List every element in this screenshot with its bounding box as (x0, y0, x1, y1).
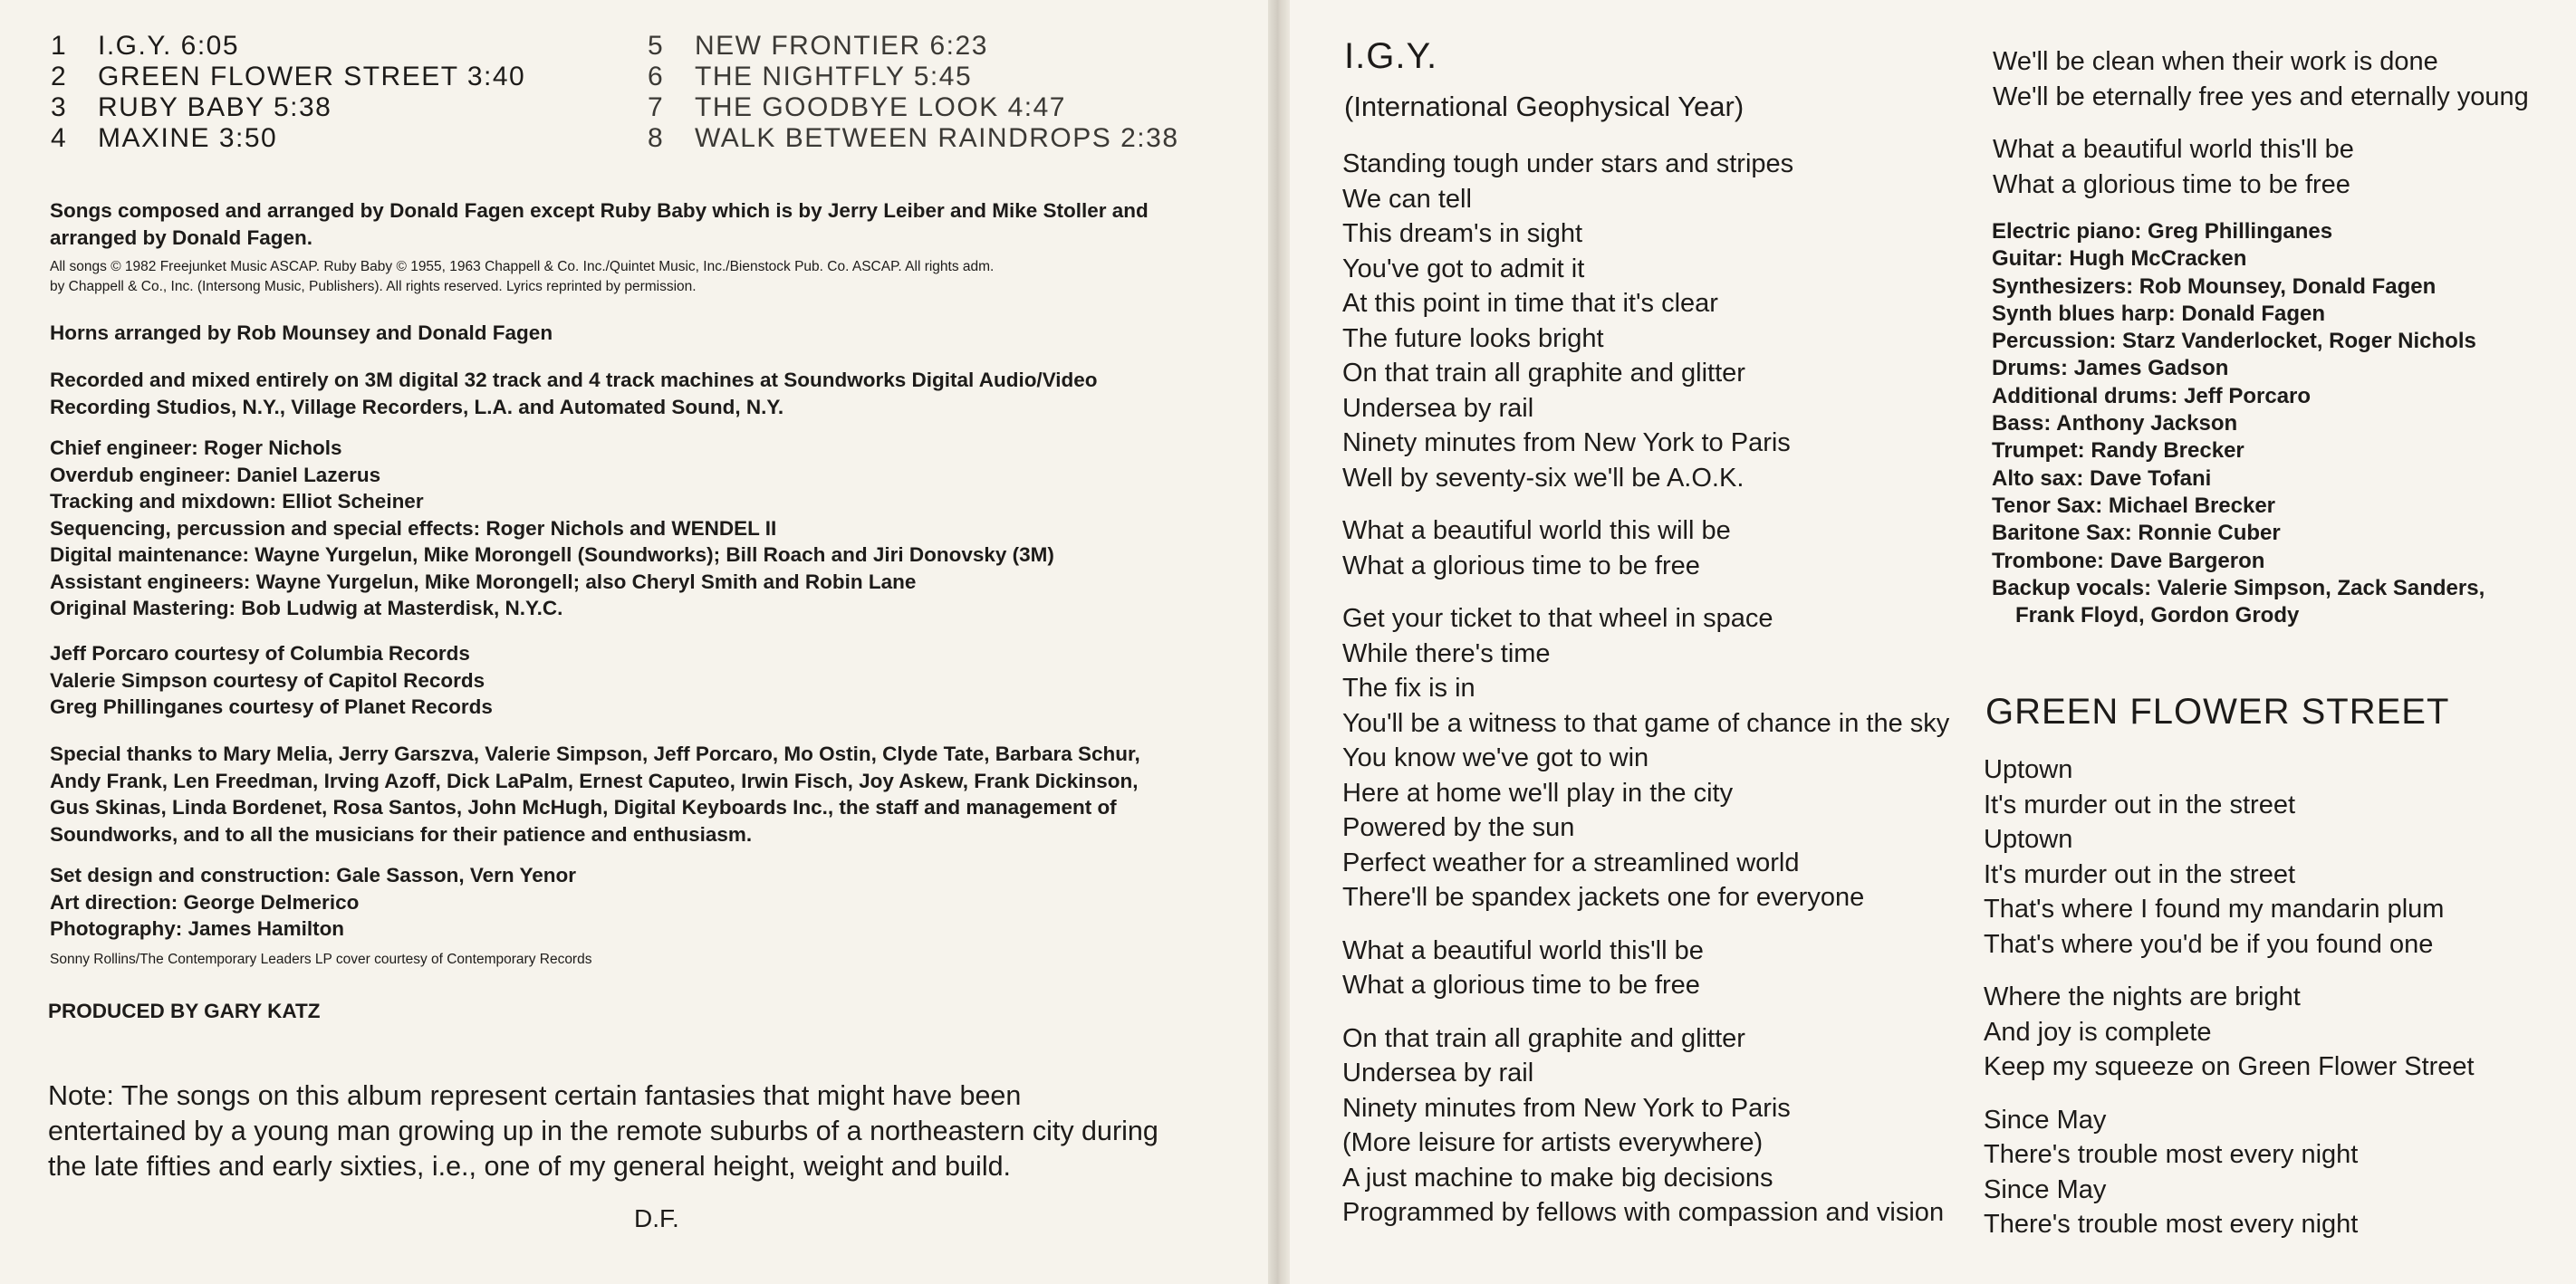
lyric-line: Powered by the sun (1342, 813, 1575, 842)
copyright-line: All songs © 1982 Freejunket Music ASCAP. Ruby Baby © 1955, 1963 Chappell & Co. Inc./Quintet Music, Inc./Bienstock Pub. Co. ASCAP. All rights adm. (50, 259, 995, 274)
credit-line: Original Mastering: Bob Ludwig at Masterdisk, N.Y.C. (50, 597, 563, 619)
lyric-line: It's murder out in the street (1984, 790, 2296, 819)
song-subtitle-igy: (International Geophysical Year) (1344, 91, 1745, 122)
lyric-stanza (1342, 147, 1949, 495)
lyric-stanza (1984, 1103, 2475, 1242)
track-title: NEW FRONTIER 6:23 (695, 31, 988, 61)
track-title: THE NIGHTFLY 5:45 (695, 62, 973, 91)
lyric-line: Uptown (1984, 755, 2073, 784)
tracklist-column-2 (648, 31, 1179, 154)
copyright-line: by Chappell & Co., Inc. (Intersong Music, Publishers). All rights reserved. Lyrics reprinted by permission. (50, 279, 697, 294)
copyright-notice (50, 257, 1191, 297)
lyric-line: We'll be clean when their work is done (1993, 47, 2438, 76)
track-number: 1 (51, 31, 68, 61)
lyric-stanza (1984, 980, 2475, 1085)
credit-line: Special thanks to Mary Melia, Jerry Garszva, Valerie Simpson, Jeff Porcaro, Mo Ostin, Clyde Tate, Barbara Schur, (50, 743, 1140, 765)
track-number: 2 (51, 62, 68, 91)
lyric-line: On that train all graphite and glitter (1342, 1023, 1745, 1053)
personnel-line: Frank Floyd, Gordon Grody (2015, 603, 2300, 628)
credit-line: Sonny Rollins/The Contemporary Leaders LP cover courtesy of Contemporary Records (50, 952, 592, 967)
lyric-line: (More leisure for artists everywhere) (1342, 1128, 1764, 1157)
lyric-line: What a beautiful world this'll be (1342, 935, 1704, 965)
note-line: Note: The songs on this album represent certain fantasies that might have been (48, 1080, 1022, 1111)
track-title: RUBY BABY 5:38 (98, 92, 332, 122)
track-row (648, 92, 1179, 123)
signature: D.F. (634, 1204, 679, 1232)
lyric-stanza (1342, 513, 1949, 583)
credit-line: Chief engineer: Roger Nichols (50, 436, 342, 459)
lyric-line: Undersea by rail (1342, 1059, 1534, 1088)
recorded-credit (50, 367, 1191, 420)
lyric-line: Since May (1984, 1105, 2107, 1135)
credit-line: Art direction: George Delmerico (50, 890, 360, 914)
lyric-line: Since May (1984, 1174, 2107, 1204)
track-number: 6 (648, 62, 665, 91)
credit-line: Gus Skinas, Linda Bordenet, Rosa Santos, John McHugh, Digital Keyboards Inc., the staff and management of (50, 796, 1117, 819)
track-row (51, 123, 525, 154)
lyric-line: And joy is complete (1984, 1017, 2212, 1047)
lyric-line: There's trouble most every night (1984, 1140, 2359, 1169)
personnel-line: Trombone: Dave Bargeron (1992, 548, 2265, 573)
lyric-line: There's trouble most every night (1984, 1210, 2359, 1239)
track-row (51, 31, 525, 62)
personnel-line: Drums: James Gadson (1992, 356, 2229, 381)
lyric-line: Programmed by fellows with compassion and vision (1342, 1198, 1945, 1227)
personnel-line: Synth blues harp: Donald Fagen (1992, 301, 2326, 326)
credit-line: Greg Phillinganes courtesy of Planet Records (50, 695, 493, 718)
lyric-line: Standing tough under stars and stripes (1342, 149, 1794, 178)
lyric-line: What a glorious time to be free (1993, 169, 2350, 199)
track-row (51, 92, 525, 123)
track-title: MAXINE 3:50 (98, 123, 278, 153)
songs-composed-credit (50, 197, 1191, 251)
lyric-line: What a beautiful world this'll be (1993, 135, 2354, 164)
personnel-line: Trumpet: Randy Brecker (1992, 438, 2244, 464)
lyric-line: You'll be a witness to that game of chance in the sky (1342, 708, 1950, 738)
track-row (648, 62, 1179, 92)
song-title-igy: I.G.Y. (1344, 36, 1438, 76)
track-title: THE GOODBYE LOOK 4:47 (695, 92, 1066, 122)
track-number: 3 (51, 92, 68, 122)
credit-line: Songs composed and arranged by Donald Fagen except Ruby Baby which is by Jerry Leiber and Mike Stoller and (50, 199, 1149, 222)
lyric-line: That's where I found my mandarin plum (1984, 895, 2445, 924)
author-note (48, 1078, 1226, 1184)
lyric-line: Get your ticket to that wheel in space (1342, 604, 1773, 633)
credit-line: Assistant engineers: Wayne Yurgelun, Mike Morongell; also Cheryl Smith and Robin Lane (50, 570, 917, 593)
lyric-line: What a glorious time to be free (1342, 971, 1700, 1000)
personnel-line: Electric piano: Greg Phillinganes (1992, 219, 2333, 244)
track-number: 4 (51, 123, 68, 153)
personnel-line: Bass: Anthony Jackson (1992, 411, 2238, 436)
lyric-line: You've got to admit it (1342, 254, 1585, 283)
credit-line: Digital maintenance: Wayne Yurgelun, Mike Morongell (Soundworks); Bill Roach and Jiri Donovsky (3M) (50, 543, 1054, 566)
lyric-stanza (1993, 44, 2529, 114)
lyric-line: What a beautiful world this will be (1342, 516, 1731, 545)
credit-line: Recording Studios, N.Y., Village Recorders, L.A. and Automated Sound, N.Y. (50, 395, 784, 418)
credit-line: Soundworks, and to all the musicians for their patience and enthusiasm. (50, 822, 753, 846)
lyric-line: The future looks bright (1342, 323, 1604, 353)
lyric-line: While there's time (1342, 638, 1551, 668)
note-line: the late fifties and early sixties, i.e., one of my general height, weight and build. (48, 1151, 1012, 1182)
personnel-line: Baritone Sax: Ronnie Cuber (1992, 521, 2281, 546)
lyric-line: The fix is in (1342, 674, 1475, 703)
note-line: entertained by a young man growing up in the remote suburbs of a northeastern city during (48, 1116, 1158, 1146)
left-page (0, 0, 1268, 1284)
credit-line: Sequencing, percussion and special effects: Roger Nichols and WENDEL II (50, 516, 777, 540)
sonny-rollins-credit (50, 950, 1191, 970)
green-flower-lyrics (1984, 752, 2475, 1242)
lyric-line: On that train all graphite and glitter (1342, 359, 1745, 388)
credit-line: Tracking and mixdown: Elliot Scheiner (50, 490, 424, 513)
credit-line: Recorded and mixed entirely on 3M digital 32 track and 4 track machines at Soundworks Digital Audio/Video (50, 369, 1098, 391)
personnel-credits (1992, 218, 2485, 629)
lyric-line: Undersea by rail (1342, 393, 1534, 423)
courtesy-credit (50, 640, 1191, 721)
personnel-line: Additional drums: Jeff Porcaro (1992, 383, 2312, 408)
track-number: 8 (648, 123, 665, 153)
lyric-line: Perfect weather for a streamlined world (1342, 848, 1800, 877)
credit-line: Photography: James Hamilton (50, 917, 345, 940)
book-gutter (1268, 0, 1290, 1284)
personnel-line: Percussion: Starz Vanderlocket, Roger Nichols (1992, 329, 2476, 354)
lyric-line: Well by seventy-six we'll be A.O.K. (1342, 463, 1745, 493)
credit-line: arranged by Donald Fagen. (50, 225, 313, 249)
engineers-credit (50, 435, 1191, 622)
credit-line: Valerie Simpson courtesy of Capitol Records (50, 668, 485, 692)
track-title: WALK BETWEEN RAINDROPS 2:38 (695, 123, 1179, 153)
tracklist-column-1 (51, 31, 525, 154)
lyric-line: Uptown (1984, 825, 2073, 854)
lyric-line: At this point in time that it's clear (1342, 289, 1718, 318)
track-title: I.G.Y. 6:05 (98, 31, 240, 61)
producer-credit (48, 998, 1189, 1025)
credit-line: Overdub engineer: Daniel Lazerus (50, 463, 381, 486)
lyric-line: That's where you'd be if you found one (1984, 929, 2434, 959)
lyric-line: Keep my squeeze on Green Flower Street (1984, 1052, 2475, 1081)
igy-lyrics-continued (1993, 44, 2529, 202)
lyric-line: Here at home we'll play in the city (1342, 778, 1734, 808)
personnel-line: Backup vocals: Valerie Simpson, Zack Sanders, (1992, 575, 2485, 600)
lyric-line: There'll be spandex jackets one for everyone (1342, 883, 1865, 912)
lyric-stanza (1342, 601, 1949, 915)
lyric-line: A just machine to make big decisions (1342, 1163, 1773, 1193)
track-title: GREEN FLOWER STREET 3:40 (98, 62, 526, 91)
personnel-line: Alto sax: Dave Tofani (1992, 465, 2212, 491)
lyric-line: Ninety minutes from New York to Paris (1342, 428, 1791, 457)
track-row (648, 31, 1179, 62)
credit-line: PRODUCED BY GARY KATZ (48, 1000, 321, 1022)
lyric-line: We can tell (1342, 184, 1472, 214)
lyric-line: Ninety minutes from New York to Paris (1342, 1093, 1791, 1123)
lyric-line: We'll be eternally free yes and eternally young (1993, 81, 2529, 111)
track-number: 7 (648, 92, 665, 122)
credit-line: Horns arranged by Rob Mounsey and Donald Fagen (50, 321, 553, 344)
track-row (648, 123, 1179, 154)
special-thanks (50, 741, 1191, 848)
credit-line: Jeff Porcaro courtesy of Columbia Records (50, 642, 470, 665)
horns-credit (50, 320, 1191, 347)
lyric-line: What a glorious time to be free (1342, 551, 1700, 580)
lyric-stanza (1342, 1021, 1949, 1231)
lyric-stanza (1342, 934, 1949, 1003)
track-number: 5 (648, 31, 665, 61)
lyric-stanza (1984, 752, 2475, 962)
design-credit (50, 862, 1191, 943)
personnel-line: Tenor Sax: Michael Brecker (1992, 493, 2276, 518)
song-title-green-flower-street: GREEN FLOWER STREET (1985, 692, 2450, 732)
track-row (51, 62, 525, 92)
lyric-stanza (1993, 132, 2529, 202)
igy-lyrics (1342, 147, 1949, 1231)
credit-line: Andy Frank, Len Freedman, Irving Azoff, Dick LaPalm, Ernest Caputeo, Irwin Fisch, Joy Askew, Frank Dickinson, (50, 769, 1139, 792)
personnel-line: Guitar: Hugh McCracken (1992, 246, 2247, 272)
lyric-line: You know we've got to win (1342, 743, 1649, 772)
lyric-line: It's murder out in the street (1984, 859, 2296, 889)
personnel-line: Synthesizers: Rob Mounsey, Donald Fagen (1992, 273, 2437, 299)
lyric-line: Where the nights are bright (1984, 982, 2301, 1011)
lyric-line: This dream's in sight (1342, 219, 1583, 248)
credit-line: Set design and construction: Gale Sasson, Vern Yenor (50, 864, 576, 886)
